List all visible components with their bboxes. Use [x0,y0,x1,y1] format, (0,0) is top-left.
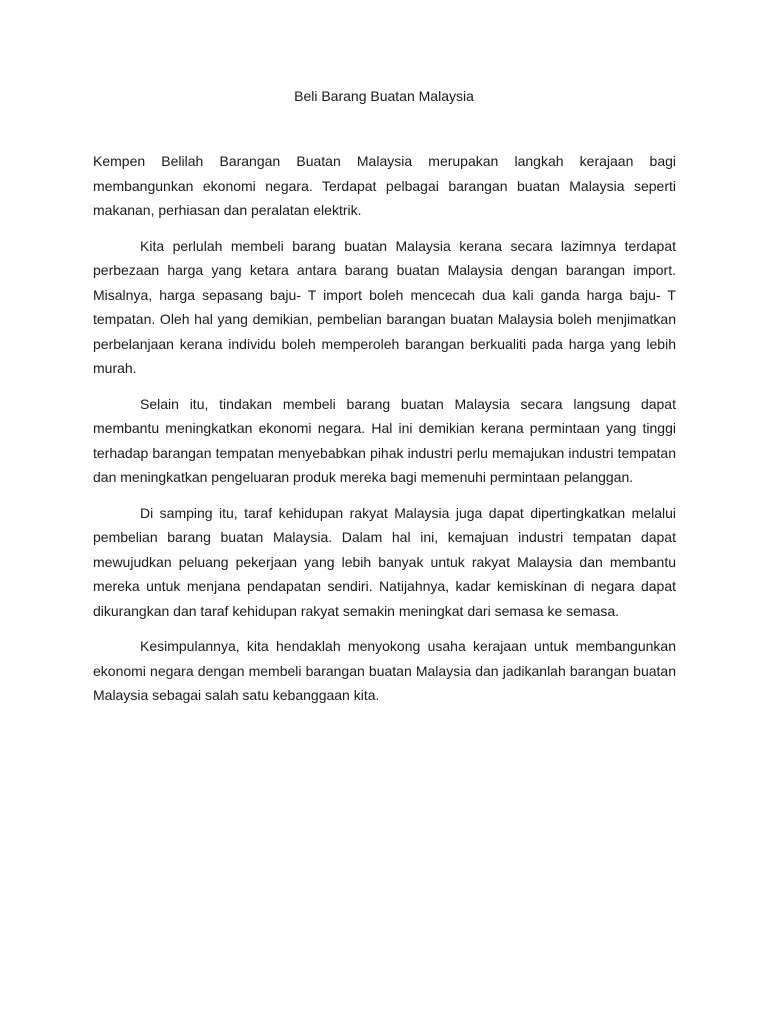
paragraph-introduction: Kempen Belilah Barangan Buatan Malaysia merupakan langkah kerajaan bagi membangunkan ekonomi negara. Terdapat pelbagai barangan buatan Malaysia seperti makanan, perhiasan dan peralatan elektrik. [93,153,676,218]
document-title: Beli Barang Buatan Malaysia [294,88,474,104]
paragraph-conclusion: Kesimpulannya, kita hendaklah menyokong usaha kerajaan untuk membangunkan ekonomi negara dengan membeli barangan buatan Malaysia dan jadikanlah barangan buatan Malaysia sebagai salah satu kebanggaan kita. [93,638,676,703]
paragraph-point-living-standard: Di samping itu, taraf kehidupan rakyat Malaysia juga dapat dipertingkatkan melalui pembelian barang buatan Malaysia. Dalam hal ini, kemajuan industri tempatan dapat mewujudkan peluang pekerjaan yang lebih banyak untuk rakyat Malaysia dan membantu mereka untuk menjana pendapatan sendiri. Natijahnya, kadar kemiskinan di negara dapat dikurangkan dan taraf kehidupan rakyat semakin meningkat dari semasa ke semasa. [93,504,676,619]
paragraph-point-economy: Selain itu, tindakan membeli barang buatan Malaysia secara langsung dapat membantu meningkatkan ekonomi negara. Hal ini demikian kerana permintaan yang tinggi terhadap barangan tempatan menyebabkan pihak industri perlu memajukan industri tempatan dan meningkatkan pengeluaran produk mereka bagi memenuhi permintaan pelanggan. [93,395,676,485]
paragraph-point-price: Kita perlulah membeli barang buatan Malaysia kerana secara lazimnya terdapat perbezaan harga yang ketara antara barang buatan Malaysia dengan barangan import. Misalnya, harga sepasang baju- T import boleh mencecah dua kali ganda harga baju- T tempatan. Oleh hal yang demikian, pembelian barangan buatan Malaysia boleh menjimatkan perbelanjaan kerana individu boleh memperoleh barangan berkualiti pada harga yang lebih murah. [93,237,676,376]
document-body [93,149,676,719]
